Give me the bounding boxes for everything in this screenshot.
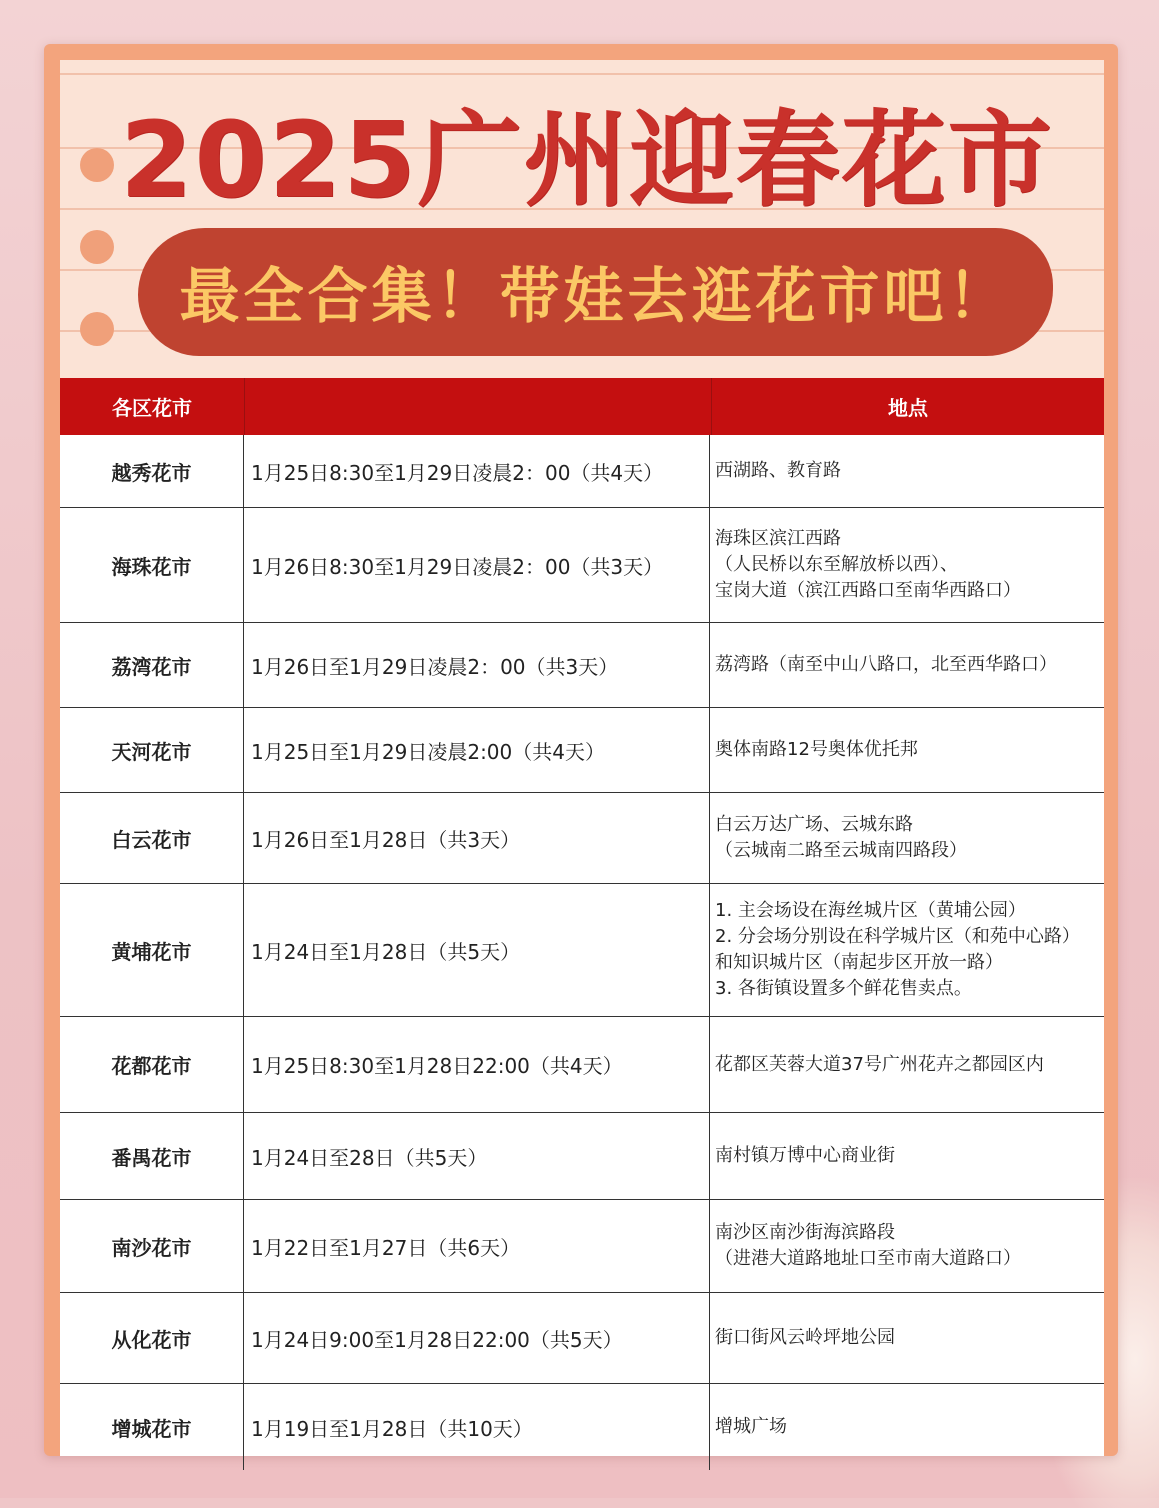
table-row [60,435,1104,508]
location-line: 增城广场 [715,1416,787,1437]
location-cell [710,435,1104,507]
time-cell: 1月24日9:00至1月28日22:00（共5天） [244,1293,710,1383]
poster-header [60,60,1104,378]
location-cell [710,1293,1104,1383]
location-cell [710,508,1104,622]
location-line: 南沙区南沙街海滨路段 [715,1222,895,1243]
subtitle-text: 最全合集！带娃去逛花市吧！ [179,262,1012,332]
location-line: （云城南二路至云城南四路段） [715,840,967,861]
location-line: 3. 各街镇设置多个鲜花售卖点。 [715,978,972,999]
poster-card [44,44,1118,1456]
table-row [60,793,1104,884]
district-cell: 花都花市 [60,1017,244,1112]
location-line: 白云万达广场、云城东路 [715,814,913,835]
location-line: 奥体南路12号奥体优托邦 [715,739,918,760]
time-cell: 1月19日至1月28日（共10天） [244,1384,710,1470]
table-row [60,1384,1104,1470]
location-line: 1. 主会场设在海丝城片区（黄埔公园） [715,900,1026,921]
district-cell: 天河花市 [60,708,244,792]
header-time [245,378,712,435]
location-cell [710,1017,1104,1112]
location-line: 荔湾路（南至中山八路口，北至西华路口） [715,654,1057,675]
time-cell: 1月26日8:30至1月29日凌晨2：00（共3天） [244,508,710,622]
location-cell [710,793,1104,883]
location-line: 和知识城片区（南起步区开放一路） [715,952,1003,973]
location-cell [710,1200,1104,1292]
table-body [60,435,1104,1470]
district-cell: 增城花市 [60,1384,244,1470]
table-row [60,508,1104,623]
location-line: （人民桥以东至解放桥以西）、 [715,554,958,575]
page-title: 2025广州迎春花市 [120,99,1054,221]
table-row [60,1293,1104,1384]
location-line: 西湖路、教育路 [715,460,841,481]
time-cell: 1月22日至1月27日（共6天） [244,1200,710,1292]
table-row [60,708,1104,793]
location-line: 宝岗大道（滨江西路口至南华西路口） [715,580,1021,601]
location-cell [710,708,1104,792]
poster-inner [60,60,1104,1456]
binder-dot [80,230,114,264]
time-cell: 1月24日至28日（共5天） [244,1113,710,1199]
time-cell: 1月25日8:30至1月28日22:00（共4天） [244,1017,710,1112]
location-line: 海珠区滨江西路 [715,528,841,549]
district-cell: 番禺花市 [60,1113,244,1199]
location-cell [710,1384,1104,1470]
table-row [60,884,1104,1017]
time-cell: 1月26日至1月28日（共3天） [244,793,710,883]
location-line: （进港大道路地址口至市南大道路口） [715,1248,1021,1269]
location-line: 2. 分会场分别设在科学城片区（和苑中心路） [715,926,1080,947]
district-cell: 海珠花市 [60,508,244,622]
time-cell: 1月25日8:30至1月29日凌晨2：00（共4天） [244,435,710,507]
location-line: 花都区芙蓉大道37号广州花卉之都园区内 [715,1053,1044,1075]
district-cell: 黄埔花市 [60,884,244,1016]
binder-dot [80,312,114,346]
table-row [60,623,1104,708]
location-cell [710,884,1104,1016]
table-row [60,1017,1104,1113]
location-line: 街口街风云岭坪地公园 [715,1327,895,1348]
header-district: 各区花市 [60,378,245,435]
time-cell: 1月25日至1月29日凌晨2:00（共4天） [244,708,710,792]
location-line: 南村镇万博中心商业街 [715,1145,895,1166]
table-row [60,1113,1104,1200]
location-cell [710,623,1104,707]
district-cell: 南沙花市 [60,1200,244,1292]
district-cell: 从化花市 [60,1293,244,1383]
location-cell [710,1113,1104,1199]
district-cell: 白云花市 [60,793,244,883]
subtitle-banner [138,228,1053,356]
time-cell: 1月26日至1月29日凌晨2：00（共3天） [244,623,710,707]
binder-dot [80,148,114,182]
table-row [60,1200,1104,1293]
flower-market-table [60,378,1104,1456]
time-cell: 1月24日至1月28日（共5天） [244,884,710,1016]
table-header [60,378,1104,435]
district-cell: 越秀花市 [60,435,244,507]
header-location: 地点 [888,396,928,420]
district-cell: 荔湾花市 [60,623,244,707]
